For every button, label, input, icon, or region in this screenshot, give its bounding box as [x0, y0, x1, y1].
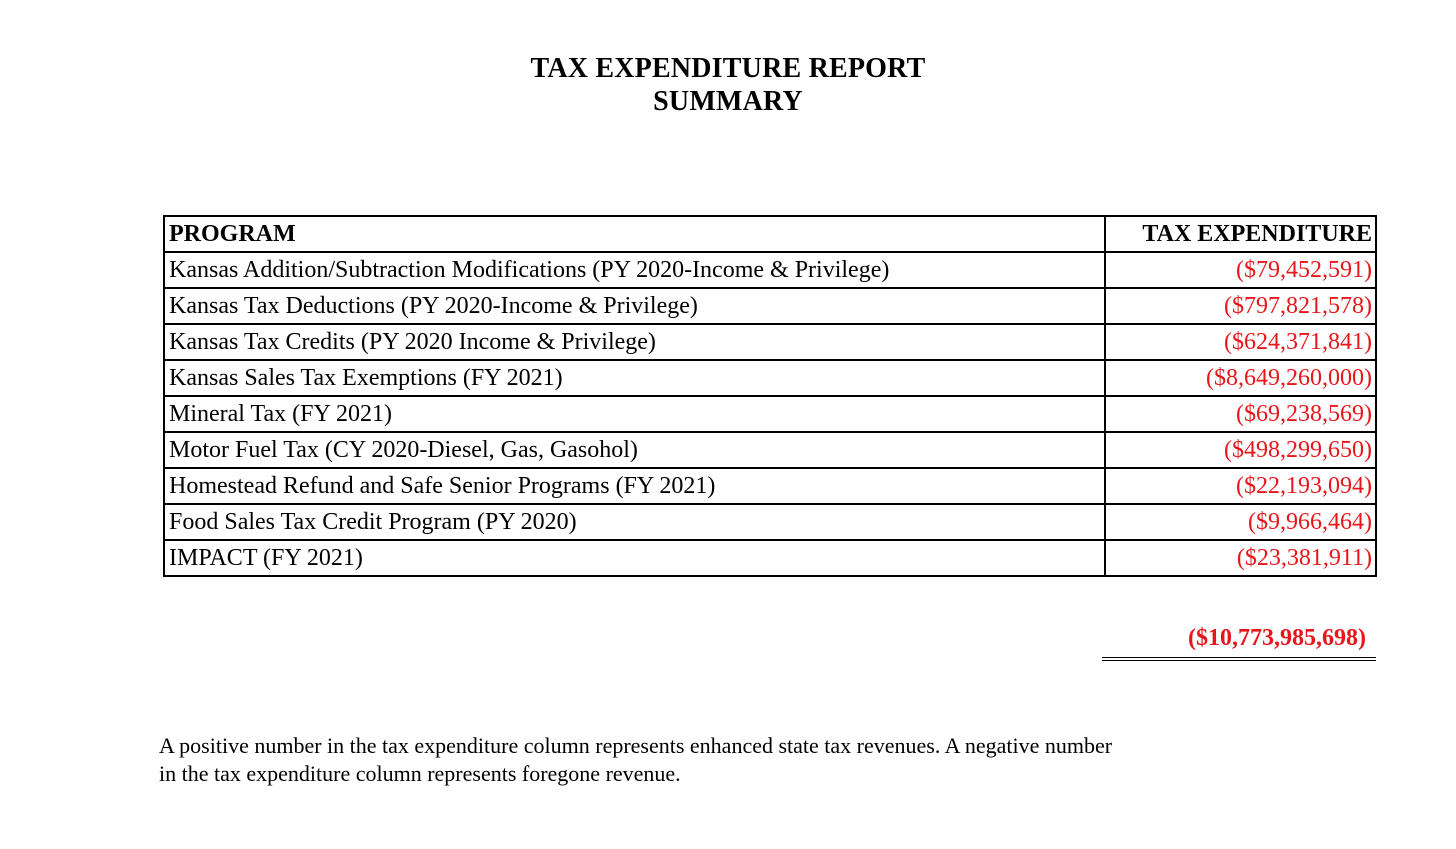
table-row	[164, 396, 1376, 432]
expenditure-cell: ($498,299,650)	[1105, 432, 1376, 468]
expenditure-cell: ($624,371,841)	[1105, 324, 1376, 360]
total-amount: ($10,773,985,698)	[1188, 625, 1366, 651]
table-row	[164, 504, 1376, 540]
expenditure-cell: ($79,452,591)	[1105, 252, 1376, 288]
program-cell: Kansas Tax Credits (PY 2020 Income & Privilege)	[164, 324, 1105, 360]
table-row	[164, 252, 1376, 288]
program-cell: IMPACT (FY 2021)	[164, 540, 1105, 576]
expenditure-cell: ($23,381,911)	[1105, 540, 1376, 576]
footnote-line-2: in the tax expenditure column represents foregone revenue.	[159, 761, 681, 786]
footnote-line-1: A positive number in the tax expenditure column represents enhanced state tax revenues. A negative number	[159, 733, 1113, 758]
program-cell: Kansas Sales Tax Exemptions (FY 2021)	[164, 360, 1105, 396]
summary-table	[163, 215, 1377, 577]
table-row	[164, 324, 1376, 360]
expenditure-column-header: TAX EXPENDITURE	[1105, 216, 1376, 252]
program-column-header: PROGRAM	[164, 216, 1105, 252]
expenditure-cell: ($22,193,094)	[1105, 468, 1376, 504]
table-row	[164, 468, 1376, 504]
table-row	[164, 432, 1376, 468]
total-double-underline	[1102, 657, 1376, 661]
footnote	[159, 732, 1239, 788]
expenditure-cell: ($8,649,260,000)	[1105, 360, 1376, 396]
expenditure-cell: ($69,238,569)	[1105, 396, 1376, 432]
expenditure-cell: ($9,966,464)	[1105, 504, 1376, 540]
program-cell: Food Sales Tax Credit Program (PY 2020)	[164, 504, 1105, 540]
program-cell: Mineral Tax (FY 2021)	[164, 396, 1105, 432]
program-cell: Homestead Refund and Safe Senior Programs (FY 2021)	[164, 468, 1105, 504]
report-subtitle: SUMMARY	[653, 86, 803, 117]
program-cell: Motor Fuel Tax (CY 2020-Diesel, Gas, Gasohol)	[164, 432, 1105, 468]
program-cell: Kansas Tax Deductions (PY 2020-Income & Privilege)	[164, 288, 1105, 324]
table-row	[164, 288, 1376, 324]
table-row	[164, 360, 1376, 396]
table-row	[164, 540, 1376, 576]
table-header-row	[164, 216, 1376, 252]
program-cell: Kansas Addition/Subtraction Modifications (PY 2020-Income & Privilege)	[164, 252, 1105, 288]
expenditure-cell: ($797,821,578)	[1105, 288, 1376, 324]
report-title: TAX EXPENDITURE REPORT	[530, 53, 926, 84]
